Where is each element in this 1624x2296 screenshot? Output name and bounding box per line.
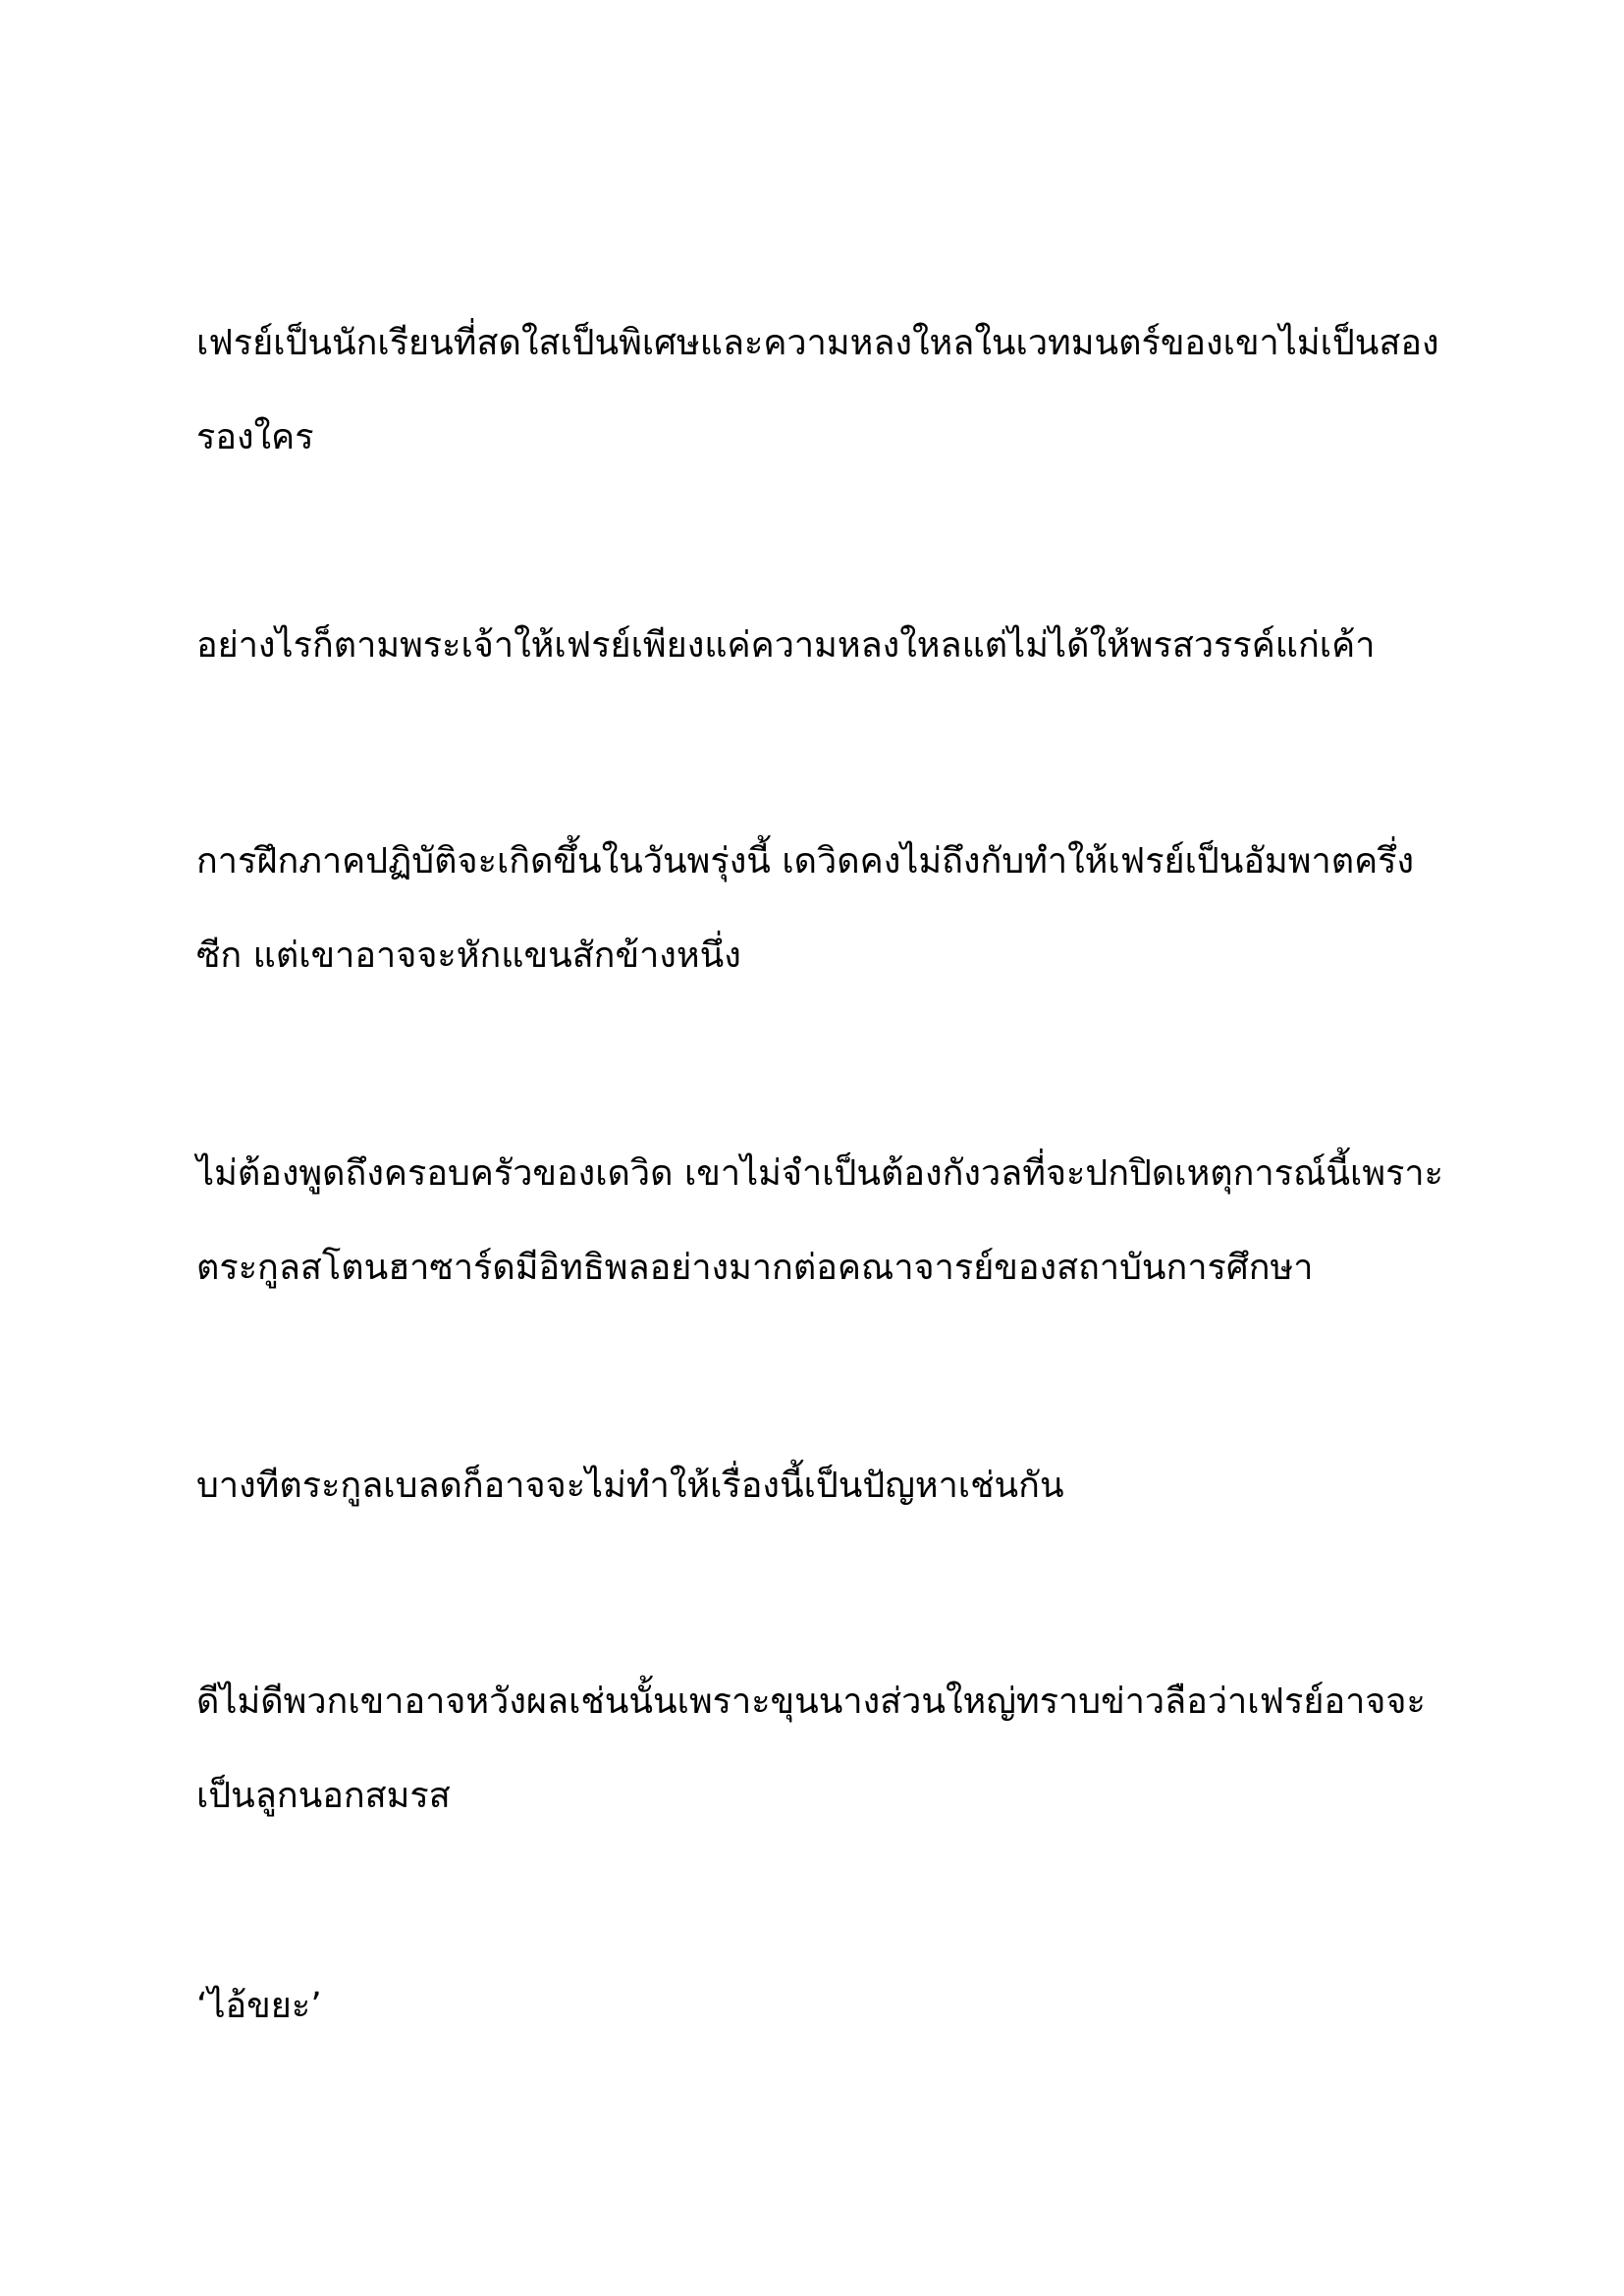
paragraph-7 bbox=[196, 1959, 1434, 2054]
paragraph-line: ตระกูลสโตนฮาซาร์ดมีอิทธิพลอย่างมากต่อคณาจารย์ของสถาบันการศึกษา bbox=[196, 1248, 1314, 1288]
paragraph-line: เฟรย์เป็นนักเรียนที่สดใสเป็นพิเศษและความหลงใหลในเวทมนตร์ของเขาไม่เป็นสอง bbox=[196, 323, 1439, 363]
paragraph-line: ‘ไอ้ขยะ’ bbox=[196, 1986, 322, 2026]
paragraph-line: การฝึกภาคปฏิบัติจะเกิดขึ้นในวันพรุ่งนี้ เดวิดคงไม่ถึงกับทำให้เฟรย์เป็นอัมพาตครึ่ง bbox=[196, 841, 1415, 881]
paragraph-1 bbox=[196, 296, 1439, 485]
paragraph-6 bbox=[196, 1655, 1434, 1843]
paragraph-line: เป็นลูกนอกสมรส bbox=[196, 1776, 451, 1816]
paragraph-line: ดีไม่ดีพวกเขาอาจหวังผลเช่นนั้นเพราะขุนนางส่วนใหญ่ทราบข่าวลือว่าเฟรย์อาจจะ bbox=[196, 1682, 1426, 1722]
paragraph-line: บางทีตระกูลเบลดก็อาจจะไม่ทำให้เรื่องนี้เป็นปัญหาเช่นกัน bbox=[196, 1466, 1064, 1506]
paragraph-line: ไม่ต้องพูดถึงครอบครัวของเดวิด เขาไม่จำเป็นต้องกังวลที่จะปกปิดเหตุการณ์นี้เพราะ bbox=[196, 1153, 1443, 1194]
paragraph-line: ซีก แต่เขาอาจจะหักแขนสักข้างหนึ่ง bbox=[196, 935, 741, 976]
paragraph-3 bbox=[196, 815, 1434, 1003]
paragraph-2 bbox=[196, 599, 1434, 693]
paragraph-line: อย่างไรก็ตามพระเจ้าให้เฟรย์เพียงแค่ความหลงใหลแต่ไม่ได้ให้พรสวรรค์แก่เค้า bbox=[196, 625, 1376, 666]
paragraph-line: รองใคร bbox=[196, 417, 314, 457]
paragraph-5 bbox=[196, 1439, 1434, 1533]
paragraph-4 bbox=[196, 1127, 1443, 1315]
